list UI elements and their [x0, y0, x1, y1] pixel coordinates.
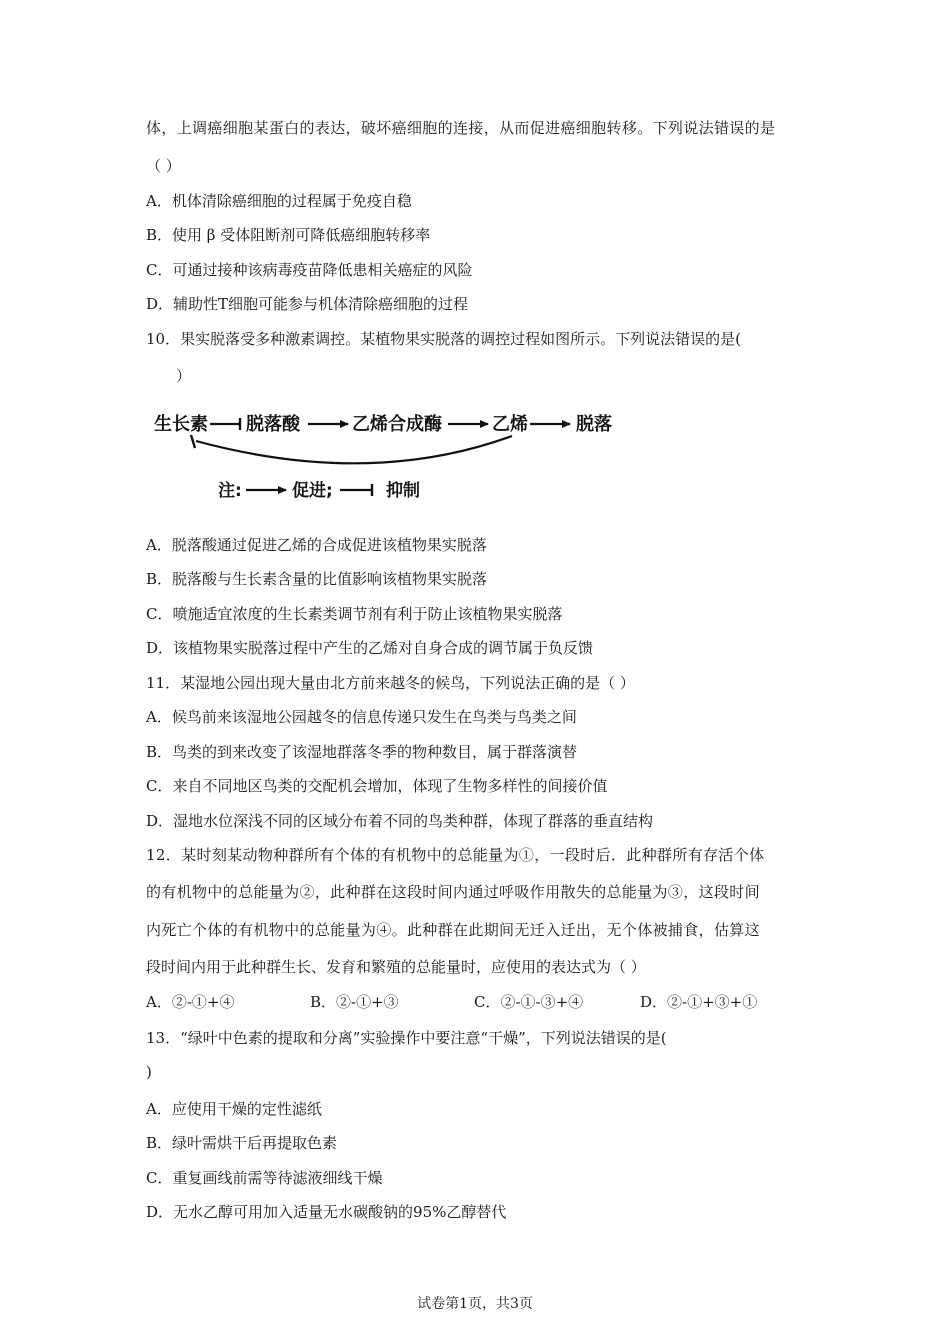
q13-stem: 13．“绿叶中色素的提取和分离”实验操作中要注意“干燥”，下列说法错误的是(: [146, 1029, 667, 1047]
q13-option-c: C．重复画线前需等待滤液细线干燥: [146, 1169, 383, 1187]
q9-option-b: B．使用 β 受体阻断剂可降低癌细胞转移率: [146, 226, 431, 244]
q12-stem-line-4: 段时间内用于此种群生长、发育和繁殖的总能量时，应使用的表达式为（ ）: [146, 958, 646, 976]
page-footer: 试卷第1页，共3页: [417, 1296, 533, 1312]
hormone-regulation-diagram: [140, 400, 640, 508]
legend-inhibit-label: 抑制: [386, 481, 420, 501]
feedback-curve-ethylene-auxin: [196, 436, 512, 463]
q13-option-a: A．应使用干燥的定性滤纸: [146, 1100, 322, 1118]
q10-option-d: D．该植物果实脱落过程中产生的乙烯对自身合成的调节属于负反馈: [146, 639, 594, 657]
q9-option-c: C．可通过接种该病毒疫苗降低患相关癌症的风险: [146, 261, 473, 279]
q12-option-c: C．②-①-③+④: [474, 993, 584, 1011]
q10-stem: 10．果实脱落受多种激素调控。某植物果实脱落的调控过程如图所示。下列说法错误的是(: [146, 330, 741, 348]
q11-stem: 11．某湿地公园出现大量由北方前来越冬的候鸟，下列说法正确的是（ ）: [146, 674, 635, 692]
q11-option-c: C．来自不同地区鸟类的交配机会增加，体现了生物多样性的间接价值: [146, 777, 608, 795]
q12-stem-line-2: 的有机物中的总能量为②，此种群在这段时间内通过呼吸作用散失的总能量为③，这段时间: [146, 883, 761, 901]
q12-options-row: [146, 992, 796, 1012]
q9-answer-paren: （ ）: [146, 157, 181, 175]
legend-note-label: 注:: [218, 481, 242, 501]
q10-option-b: B．脱落酸与生长素含量的比值影响该植物果实脱落: [146, 570, 488, 588]
q11-option-d: D．湿地水位深浅不同的区域分布着不同的鸟类种群，体现了群落的垂直结构: [146, 812, 654, 830]
q10-paren-close: ）: [176, 367, 192, 385]
q13-paren-close: ): [146, 1063, 152, 1081]
q11-option-a: A．候鸟前来该湿地公园越冬的信息传递只发生在鸟类与鸟类之间: [146, 708, 577, 726]
node-aba: 脱落酸: [246, 414, 300, 435]
q12-option-d: D．②-①+③+①: [640, 993, 758, 1011]
q13-option-d: D．无水乙醇可用加入适量无水碳酸钠的95%乙醇替代: [146, 1203, 507, 1221]
q9-stem-tail: 体，上调癌细胞某蛋白的表达，破坏癌细胞的连接，从而促进癌细胞转移。下列说法错误的是: [146, 119, 776, 137]
node-auxin: 生长素: [154, 414, 208, 435]
q10-option-c: C．喷施适宜浓度的生长素类调节剂有利于防止该植物果实脱落: [146, 605, 563, 623]
q12-stem-line-1: 12．某时刻某动物种群所有个体的有机物中的总能量为①，一段时后．此种群所有存活个体: [146, 846, 765, 864]
q9-option-d: D．辅助性T细胞可能参与机体清除癌细胞的过程: [146, 295, 469, 313]
node-abscission: 脱落: [576, 414, 612, 435]
q10-option-a: A．脱落酸通过促进乙烯的合成促进该植物果实脱落: [146, 536, 487, 554]
node-ethylene-synthase: 乙烯合成酶: [352, 414, 442, 435]
node-ethylene: 乙烯: [492, 414, 528, 435]
q13-option-b: B．绿叶需烘干后再提取色素: [146, 1134, 338, 1152]
q12-option-a: A．②-①+④: [146, 993, 235, 1011]
q9-option-a: A．机体清除癌细胞的过程属于免疫自稳: [146, 192, 412, 210]
feedback-inhibit-bar: [191, 435, 195, 448]
q11-option-b: B．鸟类的到来改变了该湿地群落冬季的物种数目，属于群落演替: [146, 743, 578, 761]
q12-stem-line-3: 内死亡个体的有机物中的总能量为④。此种群在此期间无迁入迁出，无个体被捕食，估算这: [146, 921, 761, 939]
legend-promote-label: 促进;: [292, 481, 333, 501]
q12-option-b: B．②-①+③: [310, 993, 399, 1011]
